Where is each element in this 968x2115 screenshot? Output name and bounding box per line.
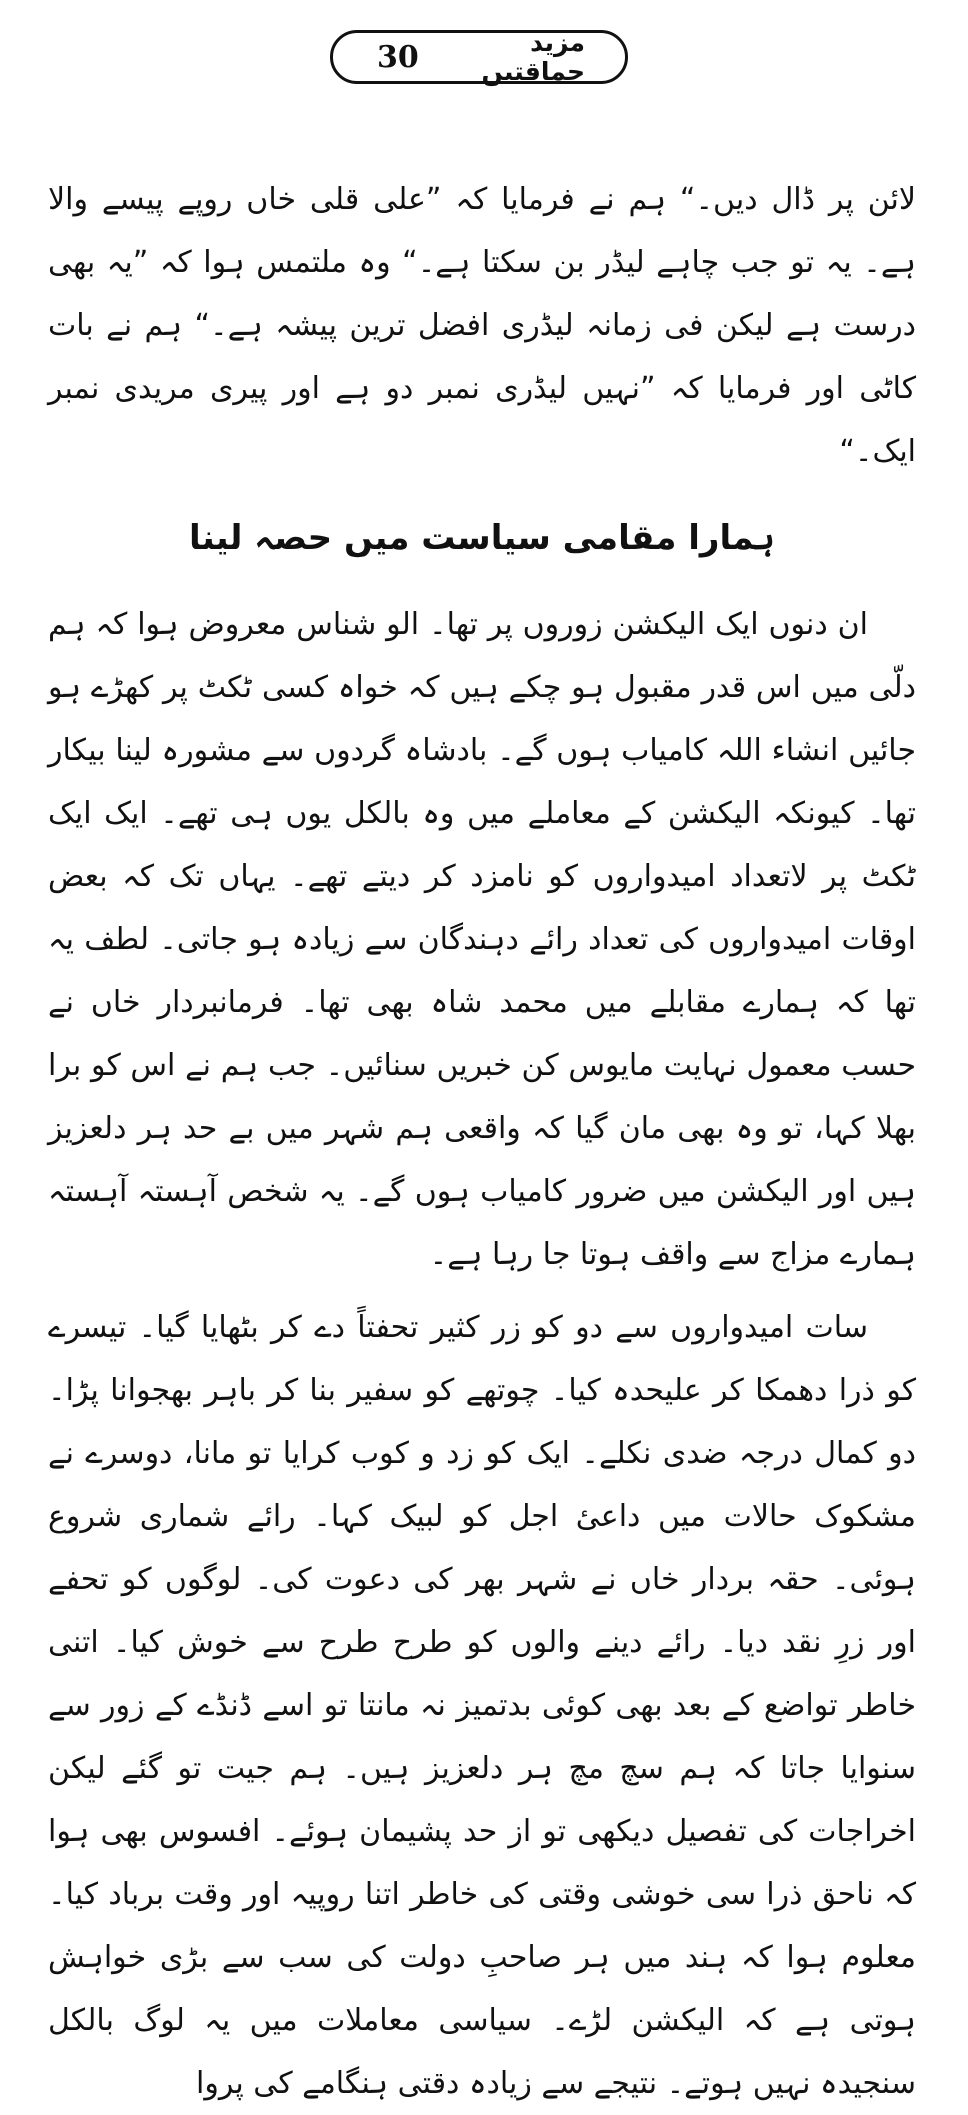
page-number: 30 bbox=[377, 39, 419, 75]
page-header bbox=[330, 30, 628, 84]
page-body bbox=[48, 168, 916, 2115]
paragraph-2: سات امیدواروں سے دو کو زر کثیر تحفتاً دے کر بٹھایا گیا۔ تیسرے کو ذرا دھمکا کر علیحدہ کیا۔ چوتھے کو سفیر بنا کر باہر بھجوانا پڑا۔ دو کمال درجہ ضدی نکلے۔ ایک کو زد و کوب کرایا تو مانا، دوسرے نے مشکوک حالات میں داعیٔ اجل کو لبیک کہا۔ رائے شماری شروع ہوئی۔ حقہ بردار خاں نے شہر بھر کی دعوت کی۔ لوگوں کو تحفے اور زرِ نقد دیا۔ رائے دینے والوں کو طرح طرح سے خوش کیا۔ اتنی خاطر تواضع کے بعد بھی کوئی بدتمیز نہ مانتا تو اسے ڈنڈے کے زور سے سنوایا جاتا کہ ہم سچ مچ ہر دلعزیز ہیں۔ ہم جیت تو گئے لیکن اخراجات کی تفصیل دیکھی تو از حد پشیمان ہوئے۔ افسوس بھی ہوا کہ ناحق ذرا سی خوشی وقتی کی خاطر اتنا روپیہ اور وقت برباد کیا۔ معلوم ہوا کہ ہند میں ہر صاحبِ دولت کی سب سے بڑی خواہش ہوتی ہے کہ الیکشن لڑے۔ سیاسی معاملات میں یہ لوگ بالکل سنجیدہ نہیں ہوتے۔ نتیجے سے زیادہ دقتی ہنگامے کی پروا bbox=[48, 1310, 916, 2101]
continuation-paragraph: لائن پر ڈال دیں۔“ ہم نے فرمایا کہ ”علی قلی خاں روپے پیسے والا ہے۔ یہ تو جب چاہے لیڈر بن سکتا ہے۔“ وہ ملتمس ہوا کہ ”یہ بھی درست ہے لیکن فی زمانہ لیڈری افضل ترین پیشہ ہے۔“ ہم نے بات کاٹی اور فرمایا کہ ”نہیں لیڈری نمبر دو ہے اور پیری مریدی نمبر ایک۔“ bbox=[48, 182, 916, 469]
running-title: مزید حماقتیں bbox=[481, 28, 585, 86]
paragraph-gap bbox=[48, 1286, 916, 1296]
section-heading: ہمارا مقامی سیاست میں حصہ لینا bbox=[189, 518, 775, 558]
paragraph-1: ان دنوں ایک الیکشن زوروں پر تھا۔ الو شناس معروض ہوا کہ ہم دلّی میں اس قدر مقبول ہو چکے ہیں کہ خواہ کسی ٹکٹ پر کھڑے ہو جائیں انشاء اللہ کامیاب ہوں گے۔ بادشاہ گردوں سے مشورہ لینا بیکار تھا۔ کیونکہ الیکشن کے معاملے میں وہ بالکل یوں ہی تھے۔ ایک ایک ٹکٹ پر لاتعداد امیدواروں کو نامزد کر دیتے تھے۔ یہاں تک کہ بعض اوقات امیدواروں کی تعداد رائے دہندگان سے زیادہ ہو جاتی۔ لطف یہ تھا کہ ہمارے مقابلے میں محمد شاہ بھی تھا۔ فرمانبردار خاں نے حسب معمول نہایت مایوس کن خبریں سنائیں۔ جب ہم نے اس کو برا بھلا کہا، تو وہ بھی مان گیا کہ واقعی ہم شہر میں بے حد ہر دلعزیز ہیں اور الیکشن میں ضرور کامیاب ہوں گے۔ یہ شخص آہستہ آہستہ ہمارے مزاج سے واقف ہوتا جا رہا ہے۔ bbox=[48, 607, 916, 1272]
